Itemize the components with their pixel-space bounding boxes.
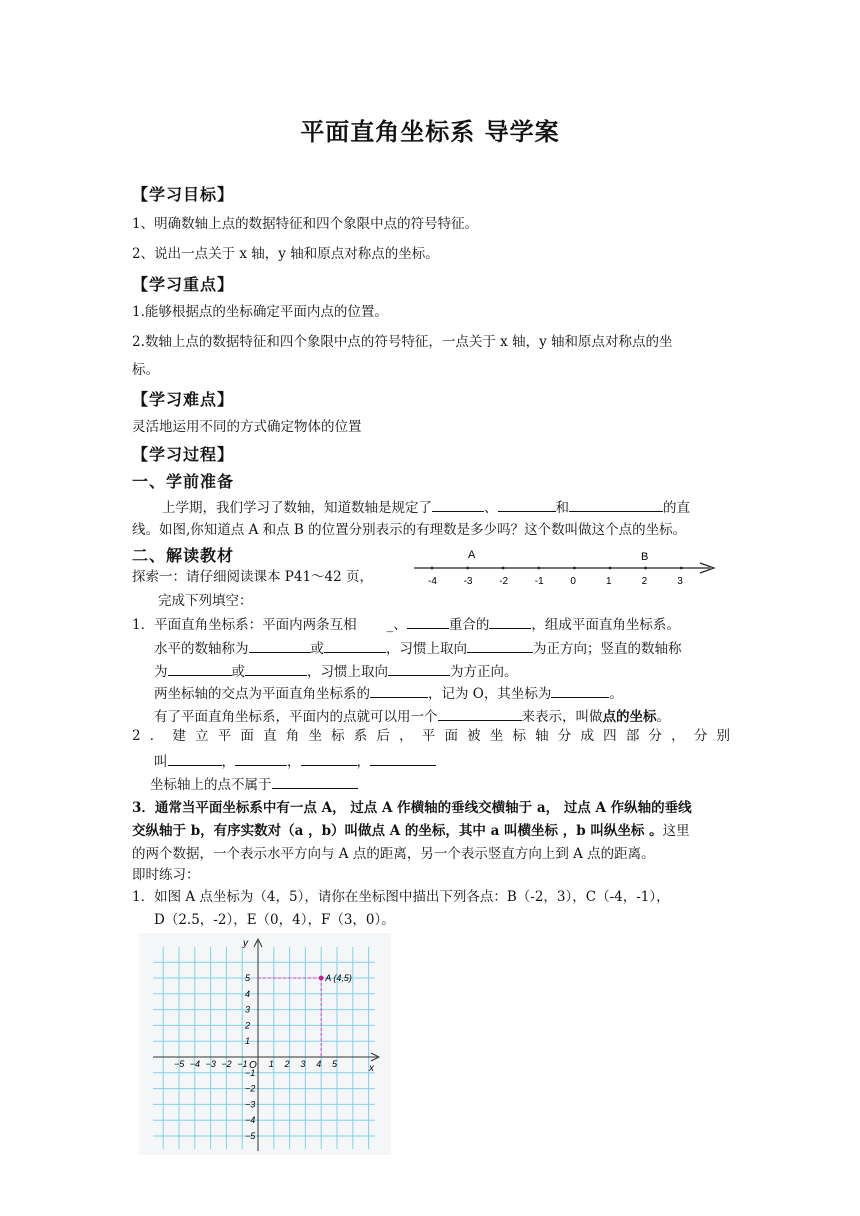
- exercise1-line1: 1．如图 A 点坐标为（4，5），请你在坐标图中描出下列各点：B（-2，3），C（-4，-1），: [132, 889, 670, 905]
- coordinate-grid-figure[interactable]: [139, 933, 391, 1155]
- number-line-tick-label: -4: [428, 576, 437, 587]
- q1-text: 有了平面直角坐标系，平面内的点就可以用一个: [154, 709, 438, 725]
- y-tick-label: −5: [245, 1131, 256, 1141]
- number-line-tick: [537, 567, 540, 570]
- objective-item: 2、说出一点关于 x 轴，y 轴和原点对称点的坐标。: [132, 246, 439, 262]
- y-tick-label: 5: [245, 973, 251, 983]
- number-line-tick-label: -3: [463, 576, 473, 587]
- x-tick-label: −5: [174, 1059, 185, 1069]
- page-title: 平面直角坐标系 导学案: [300, 118, 560, 146]
- y-tick-label: 4: [245, 988, 251, 999]
- objective-item: 1、明确数轴上点的数据特征和四个象限中点的符号特征。: [132, 216, 479, 232]
- q1-text: ，习惯上取向: [386, 641, 467, 657]
- blank[interactable]: [235, 751, 287, 766]
- q2-text: 坐标轴上的点不属于: [150, 777, 272, 793]
- blank[interactable]: [432, 497, 484, 512]
- q1-text: 1．平面直角坐标系：平面内两条互相: [132, 617, 357, 633]
- q1-text: _、: [386, 617, 407, 633]
- q1-line2: [154, 638, 682, 658]
- y-tick-label: −4: [245, 1115, 256, 1126]
- y-tick-label: −2: [245, 1083, 256, 1094]
- q2-line2: [154, 751, 436, 771]
- blank[interactable]: [168, 661, 232, 676]
- q2-line3: [150, 774, 358, 794]
- q2-comma: ，: [356, 754, 370, 770]
- point-a-coordinate-label: A (4,5): [325, 973, 352, 983]
- process-heading: 【学习过程】: [132, 445, 235, 464]
- blank[interactable]: [249, 638, 311, 653]
- section-textbook-heading: 二、解读教材: [132, 546, 235, 565]
- number-line-tick: [502, 567, 505, 570]
- prep-paragraph-line1: [162, 497, 690, 517]
- y-tick-label: 2: [245, 1020, 251, 1031]
- q2-line1: 2．建立平面直角坐标系后，平面被坐标轴分成四部分，分别: [132, 728, 730, 744]
- x-tick-label: 5: [332, 1059, 338, 1069]
- practice-heading: 即时练习：: [132, 867, 200, 883]
- number-line-tick-label: -2: [499, 576, 509, 587]
- number-line-tick: [609, 567, 612, 570]
- number-line-tick: [644, 567, 647, 570]
- q3-line3: 的两个数据，一个表示水平方向与 A 点的距离，另一个表示竖直方向上到 A 点的距离。: [132, 846, 655, 862]
- key-point-item: 1.能够根据点的坐标确定平面内点的位置。: [132, 304, 388, 320]
- number-line-tick-label: -1: [534, 576, 544, 587]
- q3-line2: [132, 822, 690, 840]
- q1-text: 水平的数轴称为: [154, 641, 249, 657]
- blank[interactable]: [467, 638, 533, 653]
- q1-text: 重合的: [448, 617, 490, 633]
- number-line-tick-label: 3: [677, 576, 683, 587]
- prep-text: 的直: [663, 500, 690, 516]
- objectives-heading: 【学习目标】: [132, 185, 235, 204]
- x-tick-label: 1: [268, 1059, 274, 1069]
- origin-label: O: [249, 1060, 257, 1071]
- q1-text: ，习惯上取向: [307, 664, 388, 680]
- y-tick-label: −1: [245, 1067, 256, 1078]
- q1-text: 为正方向；竖直的数轴称: [533, 641, 682, 657]
- blank[interactable]: [245, 661, 307, 676]
- number-line-figure: [400, 544, 720, 588]
- q1-text: 两坐标轴的交点为平面直角坐标系的: [154, 686, 370, 702]
- point-a-marker: [319, 976, 324, 981]
- y-tick-label: 1: [245, 1036, 251, 1047]
- blank[interactable]: [324, 638, 386, 653]
- number-line-tick: [573, 567, 576, 570]
- q1-text: 或: [231, 664, 245, 680]
- x-axis-label: x: [369, 1063, 374, 1074]
- point-a-label: A: [468, 549, 476, 561]
- point-b-label: B: [641, 551, 649, 563]
- blank[interactable]: [498, 497, 556, 512]
- difficulty-item: 灵活地运用不同的方式确定物体的位置: [132, 419, 362, 435]
- q3-line1: 3．通常当平面坐标系中有一点 A， 过点 A 作横轴的垂线交横轴于 a， 过点 A 作纵轴的垂线: [132, 800, 692, 816]
- term-point-coordinate: 点的坐标: [602, 709, 657, 725]
- key-points-heading: 【学习重点】: [132, 275, 235, 294]
- q1-line5: [154, 706, 670, 726]
- x-tick-label: 2: [284, 1059, 290, 1069]
- blank[interactable]: [489, 614, 531, 629]
- x-tick-label: −2: [221, 1059, 232, 1069]
- prep-paragraph-line2: 线。如图,你知道点 A 和点 B 的位置分别表示的有理数是多少吗？这个数叫做这个点的坐标。: [132, 522, 687, 538]
- key-point-item-continued: 标。: [132, 362, 159, 378]
- section-prep-heading: 一、学前准备: [132, 472, 235, 491]
- q2-comma: ，: [287, 754, 301, 770]
- number-line-tick-label: 1: [606, 576, 612, 587]
- explore-line1: 探索一：请仔细阅读课本 P41～42 页，: [132, 569, 374, 585]
- q2-text: 叫: [154, 754, 168, 770]
- number-line-tick-label: 0: [570, 576, 576, 587]
- q1-text: 为方正向。: [450, 664, 518, 680]
- prep-separator: 、: [484, 500, 498, 516]
- q1-text: ，组成平面直角坐标系。: [531, 617, 680, 633]
- blank[interactable]: [551, 683, 609, 698]
- x-tick-label: −1: [237, 1059, 248, 1069]
- q1-line3: [154, 661, 518, 681]
- q2-comma: ，: [221, 754, 235, 770]
- blank[interactable]: [370, 751, 436, 766]
- number-line-tick: [431, 567, 434, 570]
- blank[interactable]: [370, 683, 428, 698]
- exercise1-line2: D（2.5，-2），E（0，4），F（3，0）。: [154, 912, 395, 928]
- difficulties-heading: 【学习难点】: [132, 390, 235, 409]
- blank[interactable]: [272, 774, 358, 789]
- q1-line4: [154, 683, 623, 703]
- blank[interactable]: [438, 706, 522, 721]
- prep-text: 上学期，我们学习了数轴，知道数轴是规定了: [162, 500, 432, 516]
- prep-and: 和: [555, 500, 569, 516]
- q1-text: 或: [310, 641, 324, 657]
- y-tick-label: 3: [245, 1004, 251, 1015]
- number-line-tick: [466, 567, 469, 570]
- blank[interactable]: [301, 751, 357, 766]
- q1-text: 为: [154, 664, 168, 680]
- q3-text: 这里: [662, 823, 690, 839]
- blank[interactable]: [407, 614, 449, 629]
- key-point-item: 2.数轴上点的数据特征和四个象限中点的符号特征，一点关于 x 轴，y 轴和原点对称点的坐: [132, 334, 673, 350]
- y-axis-label: y: [243, 938, 248, 949]
- explore-line2: 完成下列填空：: [158, 593, 253, 609]
- q1-text: 。: [609, 686, 623, 702]
- q3-definition: 交纵轴于 b，有序实数对（a ，b）叫做点 A 的坐标，其中 a 叫横坐标 ，b 叫纵坐标 。: [132, 823, 663, 839]
- y-tick-label: −3: [245, 1099, 256, 1110]
- q1-text: 。: [656, 709, 670, 725]
- q1-text: ，记为 O，其坐标为: [428, 686, 552, 702]
- q1-line1: [132, 614, 680, 634]
- blank[interactable]: [168, 751, 222, 766]
- x-tick-label: 4: [316, 1059, 322, 1069]
- x-tick-label: −3: [205, 1059, 216, 1069]
- blank[interactable]: [569, 497, 663, 512]
- x-tick-label: −4: [189, 1059, 201, 1069]
- blank[interactable]: [388, 661, 450, 676]
- number-line-tick: [680, 567, 683, 570]
- x-tick-label: 3: [300, 1059, 306, 1069]
- number-line-tick-label: 2: [641, 576, 648, 587]
- q1-text: 来表示，叫做: [521, 709, 603, 725]
